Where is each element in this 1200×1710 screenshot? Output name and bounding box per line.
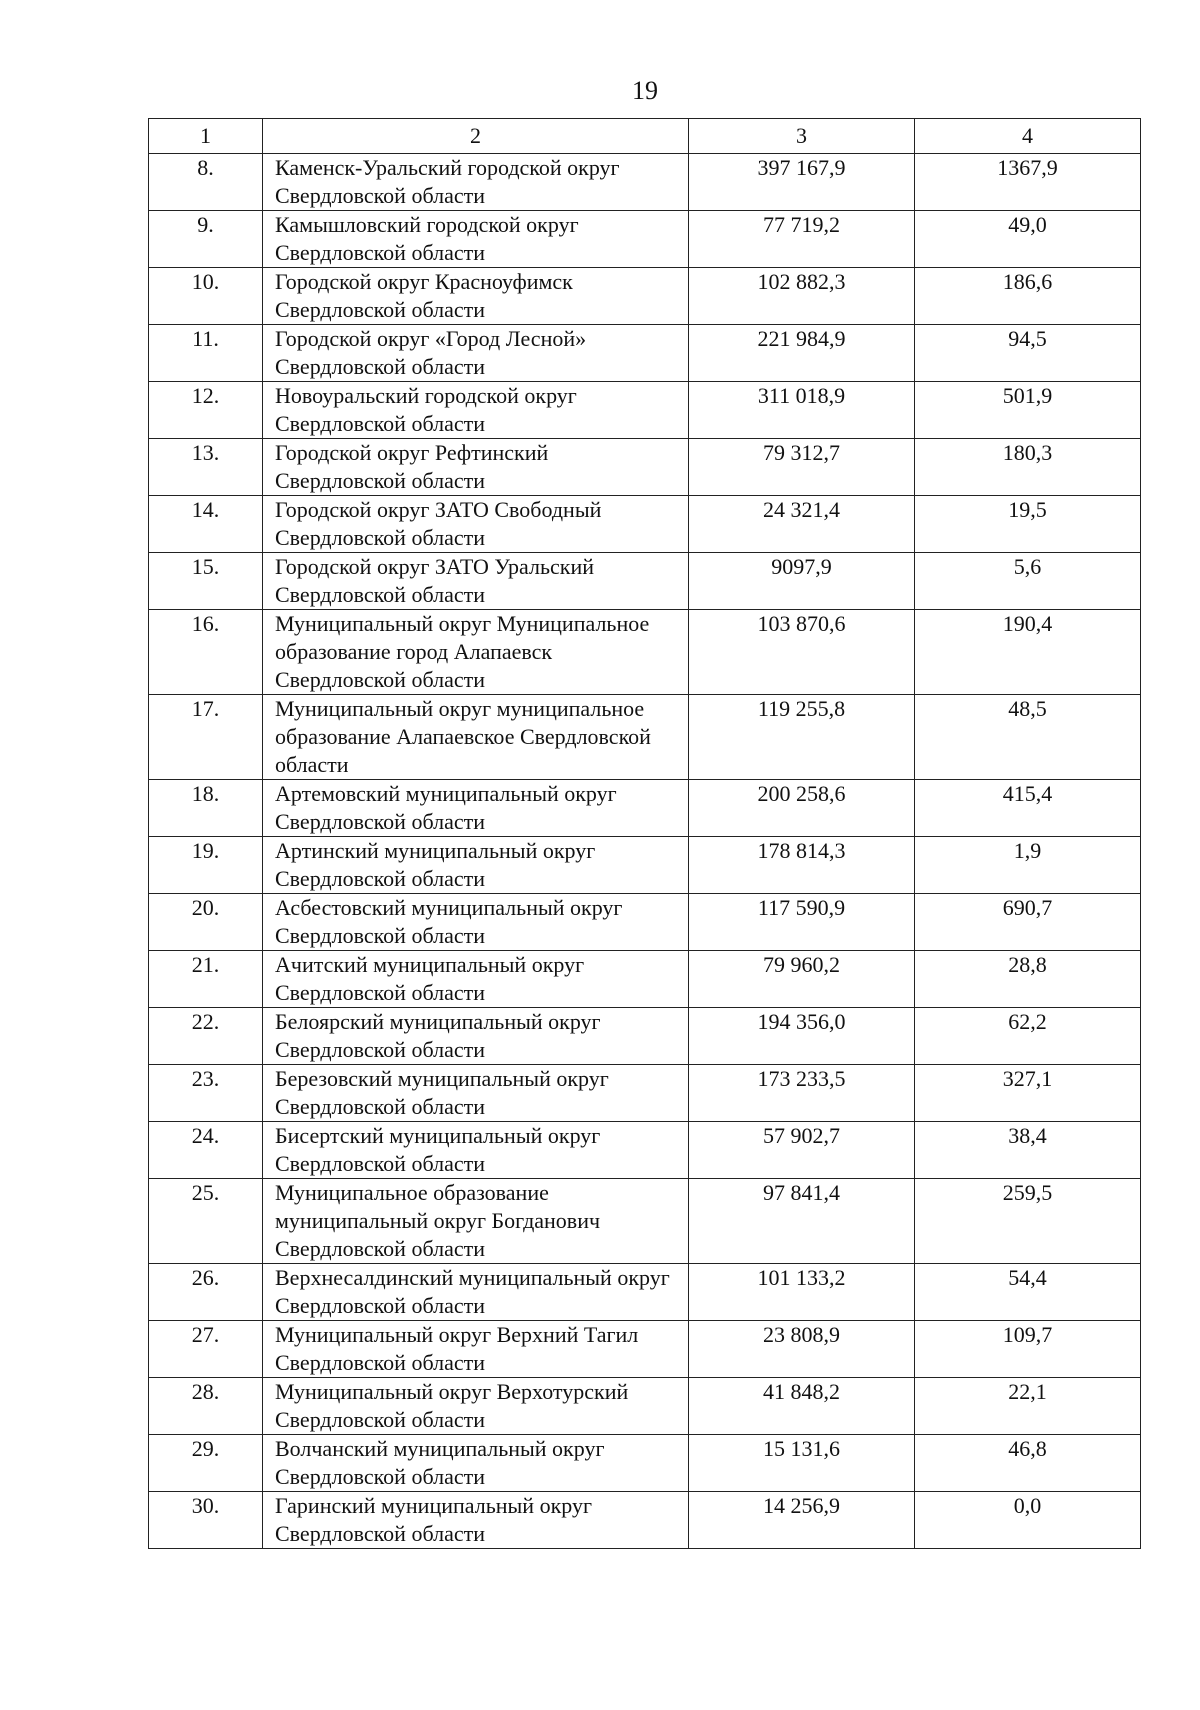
municipality-name-cell: Артемовский муниципальный округ Свердловской области (263, 780, 689, 837)
value-col3-cell: 119 255,8 (689, 695, 915, 780)
value-col3-cell: 24 321,4 (689, 496, 915, 553)
table-row (149, 382, 1141, 439)
row-number-cell: 18. (149, 780, 263, 837)
value-col3-cell: 57 902,7 (689, 1122, 915, 1179)
municipality-name-cell: Верхнесалдинский муниципальный округ Свердловской области (263, 1264, 689, 1321)
value-col3-cell: 103 870,6 (689, 610, 915, 695)
table-row (149, 496, 1141, 553)
value-col4-cell: 19,5 (915, 496, 1141, 553)
municipality-name-cell: Новоуральский городской округ Свердловской области (263, 382, 689, 439)
value-col4-cell: 5,6 (915, 553, 1141, 610)
municipality-name-cell: Муниципальное образование муниципальный округ Богданович Свердловской области (263, 1179, 689, 1264)
table-row (149, 780, 1141, 837)
municipality-name-cell: Муниципальный округ Муниципальное образование город Алапаевск Свердловской области (263, 610, 689, 695)
table-row (149, 837, 1141, 894)
table-row (149, 553, 1141, 610)
municipality-name-cell: Муниципальный округ муниципальное образование Алапаевское Свердловской области (263, 695, 689, 780)
value-col4-cell: 62,2 (915, 1008, 1141, 1065)
municipality-name-cell: Волчанский муниципальный округ Свердловской области (263, 1435, 689, 1492)
table-row (149, 211, 1141, 268)
table-row (149, 154, 1141, 211)
table-row (149, 1008, 1141, 1065)
value-col4-cell: 109,7 (915, 1321, 1141, 1378)
row-number-cell: 27. (149, 1321, 263, 1378)
municipality-name-cell: Муниципальный округ Верхотурский Свердловской области (263, 1378, 689, 1435)
table-row (149, 1378, 1141, 1435)
row-number-cell: 15. (149, 553, 263, 610)
table-header-row (149, 119, 1141, 154)
value-col3-cell: 221 984,9 (689, 325, 915, 382)
table-body (149, 154, 1141, 1549)
value-col3-cell: 101 133,2 (689, 1264, 915, 1321)
table-row (149, 695, 1141, 780)
table-row (149, 894, 1141, 951)
municipality-name-cell: Городской округ ЗАТО Свободный Свердловской области (263, 496, 689, 553)
value-col3-cell: 15 131,6 (689, 1435, 915, 1492)
value-col3-cell: 200 258,6 (689, 780, 915, 837)
municipality-name-cell: Березовский муниципальный округ Свердловской области (263, 1065, 689, 1122)
row-number-cell: 20. (149, 894, 263, 951)
value-col4-cell: 46,8 (915, 1435, 1141, 1492)
value-col3-cell: 397 167,9 (689, 154, 915, 211)
municipality-name-cell: Белоярский муниципальный округ Свердловской области (263, 1008, 689, 1065)
value-col3-cell: 41 848,2 (689, 1378, 915, 1435)
value-col4-cell: 28,8 (915, 951, 1141, 1008)
row-number-cell: 10. (149, 268, 263, 325)
municipality-name-cell: Городской округ ЗАТО Уральский Свердловской области (263, 553, 689, 610)
row-number-cell: 28. (149, 1378, 263, 1435)
page-number: 19 (632, 76, 658, 105)
row-number-cell: 11. (149, 325, 263, 382)
data-table (148, 118, 1141, 1549)
value-col4-cell: 180,3 (915, 439, 1141, 496)
value-col4-cell: 1367,9 (915, 154, 1141, 211)
row-number-cell: 24. (149, 1122, 263, 1179)
table-row (149, 1122, 1141, 1179)
municipality-name-cell: Артинский муниципальный округ Свердловской области (263, 837, 689, 894)
table-row (149, 1065, 1141, 1122)
value-col4-cell: 186,6 (915, 268, 1141, 325)
municipality-name-cell: Бисертский муниципальный округ Свердловской области (263, 1122, 689, 1179)
row-number-cell: 25. (149, 1179, 263, 1264)
municipality-name-cell: Муниципальный округ Верхний Тагил Свердловской области (263, 1321, 689, 1378)
row-number-cell: 8. (149, 154, 263, 211)
value-col3-cell: 14 256,9 (689, 1492, 915, 1549)
value-col4-cell: 48,5 (915, 695, 1141, 780)
table-row (149, 610, 1141, 695)
value-col3-cell: 23 808,9 (689, 1321, 915, 1378)
column-header: 2 (263, 119, 689, 154)
value-col4-cell: 54,4 (915, 1264, 1141, 1321)
table-row (149, 439, 1141, 496)
row-number-cell: 23. (149, 1065, 263, 1122)
column-header: 1 (149, 119, 263, 154)
value-col3-cell: 79 960,2 (689, 951, 915, 1008)
value-col3-cell: 102 882,3 (689, 268, 915, 325)
value-col4-cell: 690,7 (915, 894, 1141, 951)
value-col4-cell: 0,0 (915, 1492, 1141, 1549)
row-number-cell: 26. (149, 1264, 263, 1321)
value-col4-cell: 415,4 (915, 780, 1141, 837)
row-number-cell: 19. (149, 837, 263, 894)
municipality-name-cell: Гаринский муниципальный округ Свердловской области (263, 1492, 689, 1549)
table-row (149, 325, 1141, 382)
column-header: 4 (915, 119, 1141, 154)
column-header: 3 (689, 119, 915, 154)
row-number-cell: 16. (149, 610, 263, 695)
row-number-cell: 13. (149, 439, 263, 496)
value-col3-cell: 77 719,2 (689, 211, 915, 268)
row-number-cell: 17. (149, 695, 263, 780)
row-number-cell: 29. (149, 1435, 263, 1492)
value-col4-cell: 38,4 (915, 1122, 1141, 1179)
value-col4-cell: 259,5 (915, 1179, 1141, 1264)
value-col3-cell: 97 841,4 (689, 1179, 915, 1264)
row-number-cell: 14. (149, 496, 263, 553)
value-col3-cell: 194 356,0 (689, 1008, 915, 1065)
table-row (149, 1264, 1141, 1321)
table-row (149, 1321, 1141, 1378)
value-col3-cell: 79 312,7 (689, 439, 915, 496)
value-col3-cell: 9097,9 (689, 553, 915, 610)
value-col4-cell: 190,4 (915, 610, 1141, 695)
value-col4-cell: 22,1 (915, 1378, 1141, 1435)
table-row (149, 951, 1141, 1008)
value-col3-cell: 173 233,5 (689, 1065, 915, 1122)
value-col4-cell: 327,1 (915, 1065, 1141, 1122)
value-col4-cell: 1,9 (915, 837, 1141, 894)
table-row (149, 1435, 1141, 1492)
table-row (149, 268, 1141, 325)
value-col3-cell: 178 814,3 (689, 837, 915, 894)
municipality-name-cell: Городской округ «Город Лесной» Свердловской области (263, 325, 689, 382)
municipality-name-cell: Городской округ Красноуфимск Свердловской области (263, 268, 689, 325)
table-row (149, 1179, 1141, 1264)
table-row (149, 1492, 1141, 1549)
municipality-name-cell: Городской округ Рефтинский Свердловской области (263, 439, 689, 496)
municipality-name-cell: Ачитский муниципальный округ Свердловской области (263, 951, 689, 1008)
municipality-name-cell: Каменск-Уральский городской округ Свердловской области (263, 154, 689, 211)
row-number-cell: 12. (149, 382, 263, 439)
row-number-cell: 22. (149, 1008, 263, 1065)
value-col4-cell: 94,5 (915, 325, 1141, 382)
row-number-cell: 9. (149, 211, 263, 268)
municipality-name-cell: Камышловский городской округ Свердловской области (263, 211, 689, 268)
value-col4-cell: 49,0 (915, 211, 1141, 268)
row-number-cell: 30. (149, 1492, 263, 1549)
value-col3-cell: 311 018,9 (689, 382, 915, 439)
municipality-name-cell: Асбестовский муниципальный округ Свердловской области (263, 894, 689, 951)
value-col3-cell: 117 590,9 (689, 894, 915, 951)
row-number-cell: 21. (149, 951, 263, 1008)
value-col4-cell: 501,9 (915, 382, 1141, 439)
